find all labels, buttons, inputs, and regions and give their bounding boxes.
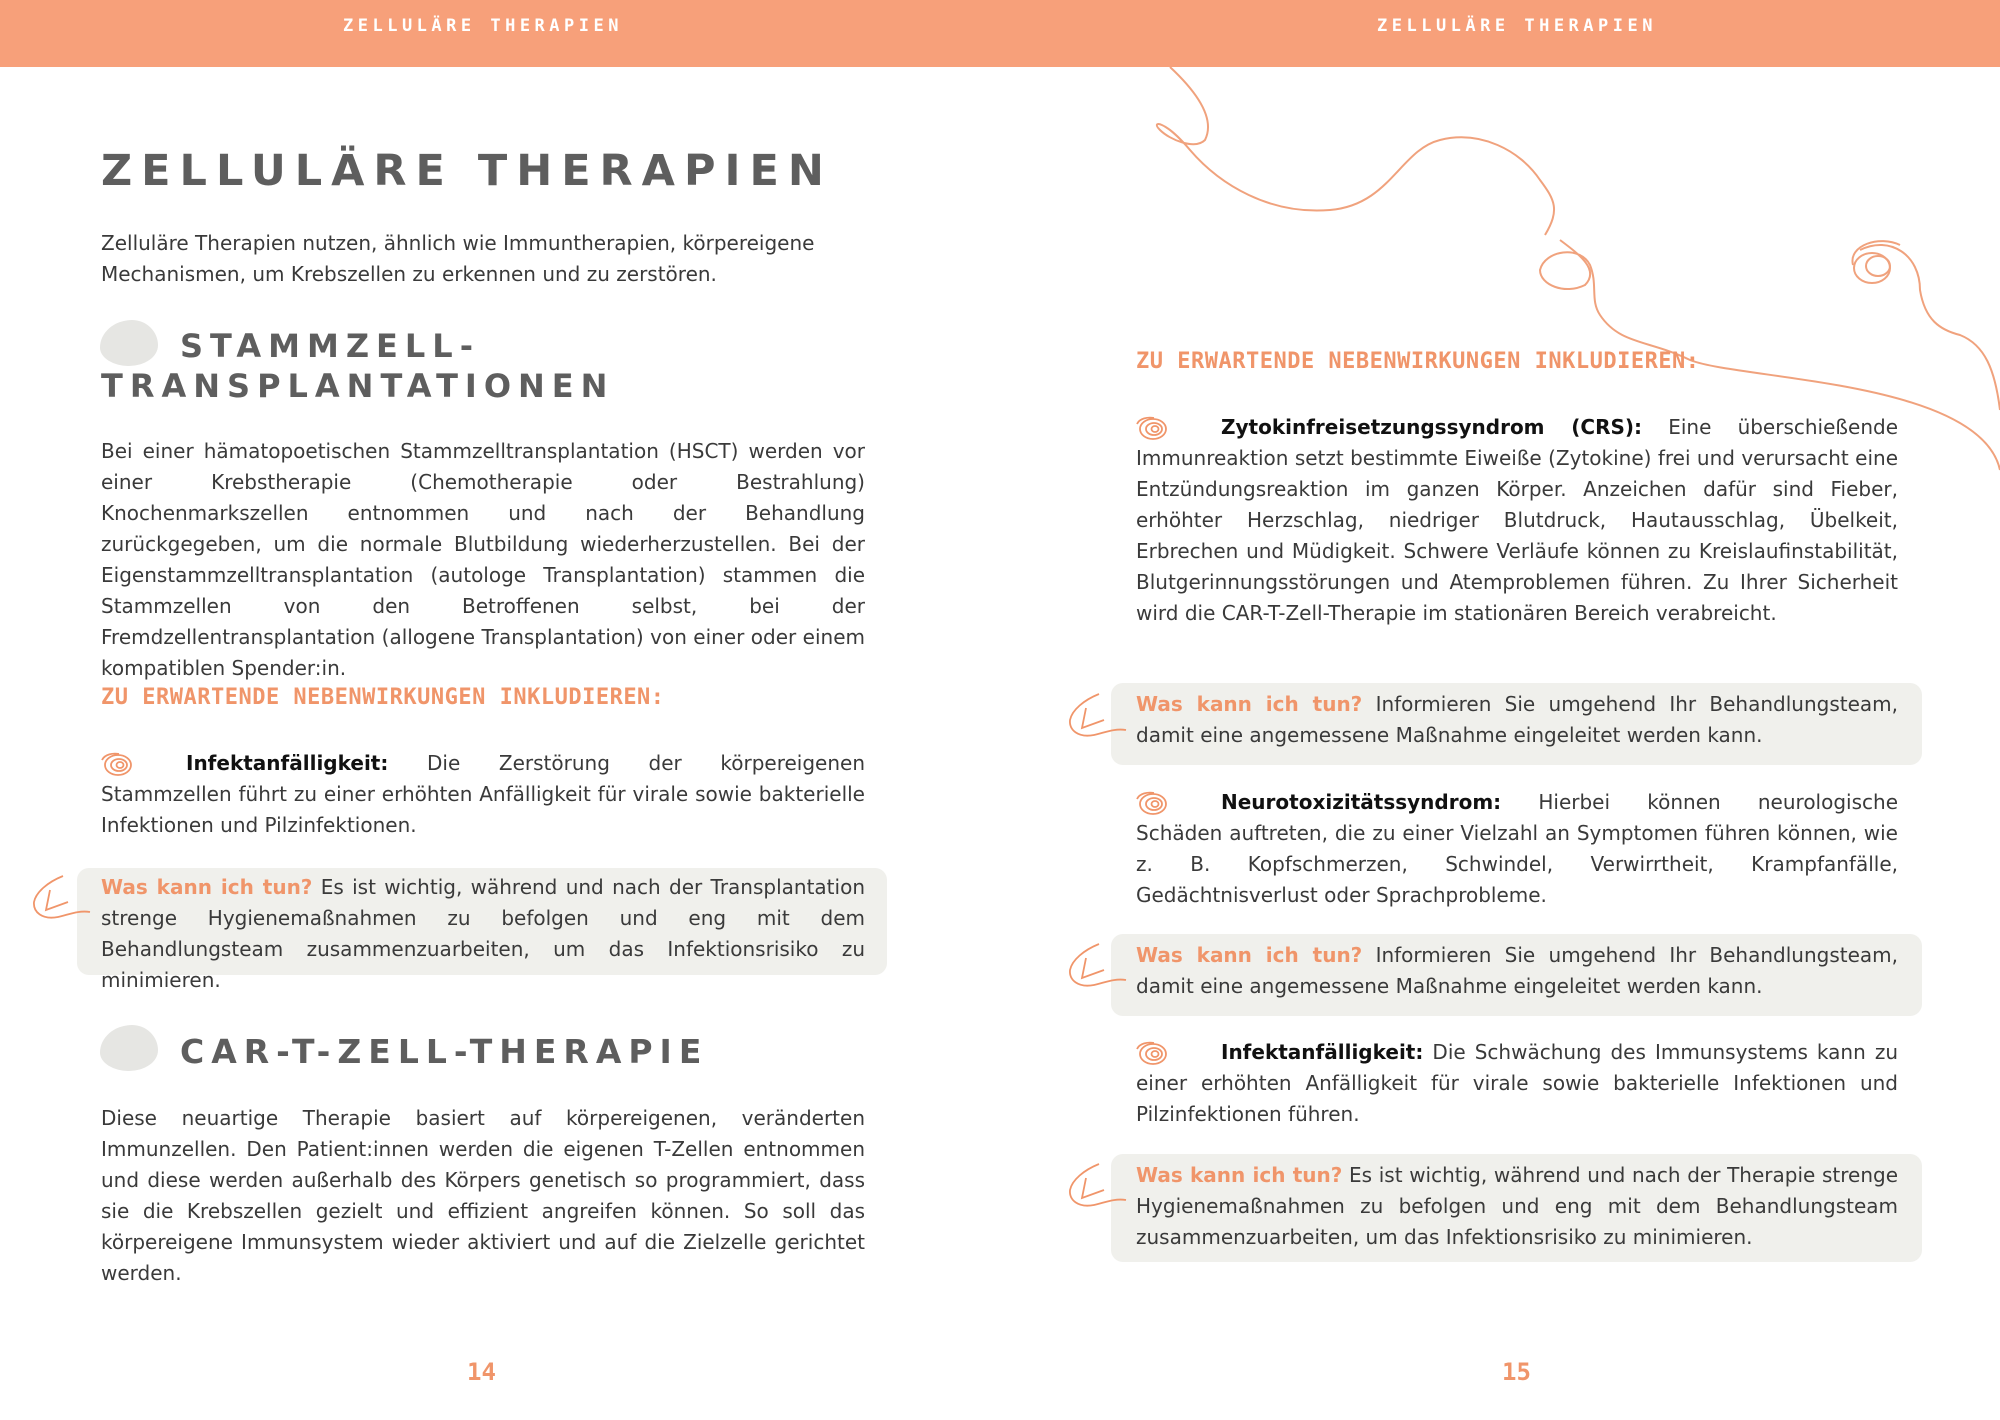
page-title: ZELLULÄRE THERAPIEN (101, 146, 833, 196)
page-number-right: 15 (1502, 1358, 1531, 1386)
tip-question: Was kann ich tun? (101, 875, 313, 899)
blob-icon (100, 1025, 158, 1071)
item-text: Die Zerstörung der körpereigenen Stammzellen führt zu einer erhöhten Anfälligkeit für virale sowie bakterielle Infektionen und Pilzinfektionen. (101, 751, 865, 837)
tip-box-left (77, 868, 887, 992)
page-number-left: 14 (467, 1358, 496, 1386)
side-effects-heading-left: ZU ERWARTENDE NEBENWIRKUNGEN INKLUDIEREN: (101, 685, 665, 710)
blob-icon (100, 320, 158, 366)
tip-answer: Informieren Sie umgehend Ihr Behandlungsteam, damit eine angemessene Maßnahme eingeleitet werden kann. (1136, 692, 1898, 747)
section-title-stammzell-line1: STAMMZELL- (180, 327, 480, 365)
item-term: Infektanfälligkeit: (1221, 1040, 1424, 1064)
list-item-infekt-left (101, 748, 865, 841)
running-header-left: ZELLULÄRE THERAPIEN (343, 16, 623, 36)
cart-paragraph: Diese neuartige Therapie basiert auf körpereigenen, veränderten Immunzellen. Den Patient:innen werden die eigenen T-Zellen entnommen und diese werden außerhalb des Körpers genetisch so programmiert, dass sie die Krebszellen gezielt und effizient angreifen können. So soll das körpereigene Immunsystem wieder aktiviert und auf die Zielzelle gerichtet werden. (101, 1106, 865, 1285)
item-text: Die Schwächung des Immunsystems kann zu einer erhöhten Anfälligkeit für virale sowie bakterielle Infektionen und Pilzinfektionen führen. (1136, 1040, 1898, 1126)
tip-box-neuro (1111, 934, 1922, 1016)
tip-text (1136, 940, 1898, 1002)
tip-text (1136, 1160, 1898, 1253)
tip-box-crs (1111, 683, 1922, 765)
intro-text: Zelluläre Therapien nutzen, ähnlich wie Immuntherapien, körpereigene Mechanismen, um Krebszellen zu erkennen und zu zerstören. (101, 231, 815, 286)
tip-text (101, 872, 865, 996)
tip-text (1136, 689, 1898, 751)
pointing-arrow-icon (1064, 940, 1130, 996)
pointing-arrow-icon (1064, 1160, 1130, 1216)
section-title-stammzell-line2: TRANSPLANTATIONEN (101, 367, 615, 405)
list-item-infekt-right (1136, 1037, 1898, 1130)
tip-question: Was kann ich tun? (1136, 692, 1363, 716)
list-item-crs (1136, 412, 1898, 629)
item-term: Zytokinfreisetzungssyndrom (CRS): (1221, 415, 1643, 439)
item-term: Neurotoxizitätssyndrom: (1221, 790, 1502, 814)
item-text: Hierbei können neurologische Schäden auftreten, die zu einer Vielzahl an Symptomen führen können, wie z. B. Kopfschmerzen, Schwindel, Verwirrtheit, Krampfanfälle, Gedächtnisverlust oder Sprachprobleme. (1136, 790, 1898, 907)
pointing-arrow-icon (1064, 690, 1130, 746)
running-header-right: ZELLULÄRE THERAPIEN (1377, 16, 1657, 36)
section-title-cart: CAR-T-ZELL-THERAPIE (180, 1032, 709, 1071)
tip-question: Was kann ich tun? (1136, 943, 1363, 967)
pointing-arrow-icon (28, 872, 94, 928)
tip-answer: Es ist wichtig, während und nach der Transplantation strenge Hygienemaßnahmen zu befolgen und eng mit dem Behandlungsteam zusammenzuarbeiten, um das Infektionsrisiko zu minimieren. (101, 875, 865, 992)
tip-answer: Es ist wichtig, während und nach der Therapie strenge Hygienemaßnahmen zu befolgen und eng mit dem Behandlungsteam zusammenzuarbeiten, um das Infektionsrisiko zu minimieren. (1136, 1163, 1898, 1249)
list-item-neuro (1136, 787, 1898, 911)
stammzell-paragraph: Bei einer hämatopoetischen Stammzelltransplantation (HSCT) werden vor einer Krebstherapie (Chemotherapie oder Bestrahlung) Knochenmarkszellen entnommen und nach der Behandlung zurückgegeben, um die normale Blutbildung wiederherzustellen. Bei der Eigenstammzelltransplantation (autologe Transplantation) stammen die Stammzellen von den Betroffenen selbst, bei der Fremdzellentransplantation (allogene Transplantation) von einer oder einem kompatiblen Spender:in. (101, 439, 865, 680)
side-effects-heading-right: ZU ERWARTENDE NEBENWIRKUNGEN INKLUDIEREN: (1136, 349, 1700, 374)
item-text: Eine überschießende Immunreaktion setzt bestimmte Eiweiße (Zytokine) frei und verursacht eine Entzündungsreaktion im ganzen Körper. Anzeichen dafür sind Fieber, erhöhter Herzschlag, niedriger Blutdruck, Hautausschlag, Übelkeit, Erbrechen und Müdigkeit. Schwere Verläufe können zu Kreislaufinstabilität, Blutgerinnungsstörungen und Atemproblemen führen. Zu Ihrer Sicherheit wird die CAR-T-Zell-Therapie im stationären Bereich verabreicht. (1136, 415, 1898, 625)
tip-answer: Informieren Sie umgehend Ihr Behandlungsteam, damit eine angemessene Maßnahme eingeleitet werden kann. (1136, 943, 1898, 998)
tip-question: Was kann ich tun? (1136, 1163, 1343, 1187)
item-term: Infektanfälligkeit: (186, 751, 389, 775)
tip-box-infekt-right (1111, 1154, 1922, 1262)
